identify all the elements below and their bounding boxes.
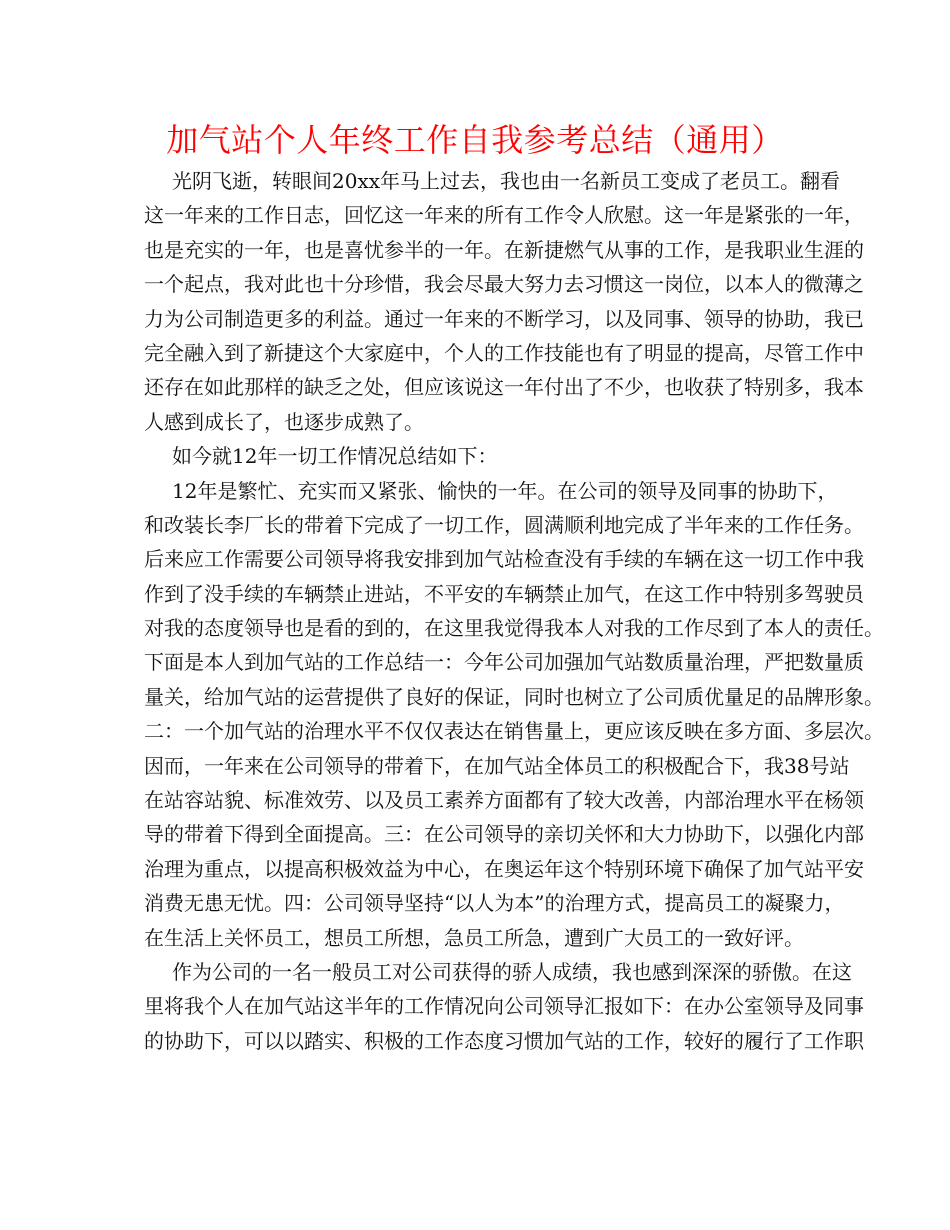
text-line: 光阴飞逝，转眼间20xx年马上过去，我也由一名新员工变成了老员工。翻看 [172, 169, 841, 193]
text-line: 下面是本人到加气站的工作总结一：今年公司加强加气站数质量治理，严把数量质 [144, 650, 864, 675]
text-line: 和改装长李厂长的带着下完成了一切工作，圆满顺利地完成了半年来的工作任务。 [144, 512, 864, 537]
text-line: 里将我个人在加气站这半年的工作情况向公司领导汇报如下：在办公室领导及同事 [144, 994, 864, 1019]
text-line: 在站容站貌、标准效劳、以及员工素养方面都有了较大改善，内部治理水平在杨领 [144, 788, 864, 813]
text-line: 二：一个加气站的治理水平不仅仅表达在销售量上，更应该反映在多方面、多层次。 [144, 719, 884, 744]
text-line: 也是充实的一年，也是喜忧参半的一年。在新捷燃气从事的工作，是我职业生涯的 [144, 237, 864, 262]
text-line: 消费无患无忧。四：公司领导坚持“以人为本”的治理方式，提高员工的凝聚力， [144, 891, 845, 916]
text-line: 导的带着下得到全面提高。三：在公司领导的亲切关怀和大力协助下，以强化内部 [144, 822, 864, 847]
text-line: 力为公司制造更多的利益。通过一年来的不断学习，以及同事、领导的协助，我已 [144, 306, 864, 331]
text-line: 量关，给加气站的运营提供了良好的保证，同时也树立了公司质优量足的品牌形象。 [144, 684, 884, 709]
text-line: 对我的态度领导也是看的到的，在这里我觉得我本人对我的工作尽到了本人的责任。 [144, 616, 884, 641]
text-line: 的协助下，可以以踏实、积极的工作态度习惯加气站的工作，较好的履行了工作职 [144, 1028, 864, 1053]
text-line: 作为公司的一名一般员工对公司获得的骄人成绩，我也感到深深的骄傲。在这 [172, 959, 852, 984]
text-line: 一个起点，我对此也十分珍惜，我会尽最大努力去习惯这一岗位，以本人的微薄之 [144, 272, 864, 297]
text-line: 还存在如此那样的缺乏之处，但应该说这一年付出了不少，也收获了特别多，我本 [144, 375, 864, 400]
text-line: 治理为重点，以提高积极效益为中心，在奥运年这个特别环境下确保了加气站平安 [144, 856, 864, 881]
document-title: 加气站个人年终工作自我参考总结（通用） [166, 121, 784, 159]
text-line: 人感到成长了，也逐步成熟了。 [144, 409, 424, 434]
text-line: 如今就12年一切工作情况总结如下： [172, 444, 498, 469]
text-line: 在生活上关怀员工，想员工所想，急员工所急，遭到广大员工的一致好评。 [144, 925, 804, 950]
text-line: 12年是繁忙、充实而又紧张、愉快的一年。在公司的领导及同事的协助下， [172, 478, 838, 503]
text-line: 作到了没手续的车辆禁止进站，不平安的车辆禁止加气，在这工作中特别多驾驶员 [144, 581, 864, 606]
text-line: 完全融入到了新捷这个大家庭中，个人的工作技能也有了明显的提高，尽管工作中 [144, 340, 864, 365]
text-line: 因而，一年来在公司领导的带着下，在加气站全体员工的积极配合下，我38号站 [144, 753, 850, 778]
text-line: 这一年来的工作日志，回忆这一年来的所有工作令人欣慰。这一年是紧张的一年， [144, 203, 864, 228]
text-line: 后来应工作需要公司领导将我安排到加气站检查没有手续的车辆在这一切工作中我 [144, 547, 864, 572]
document-body [144, 164, 884, 1058]
